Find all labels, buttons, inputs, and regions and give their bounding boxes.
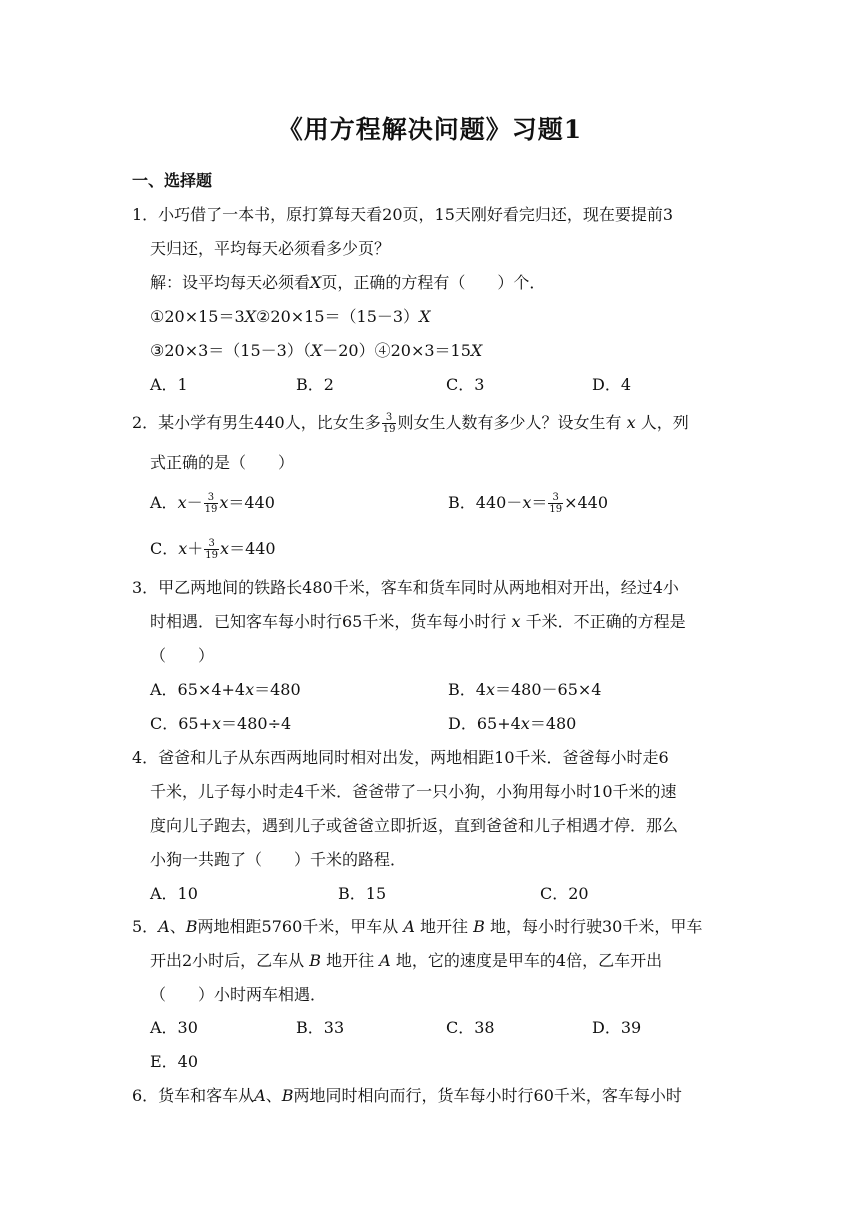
q2-option-c[interactable]: C．x＋ $\frac{3}{19}$ x＝440 (150, 538, 276, 561)
q3-option-a[interactable]: A．65×4+4x＝480 (150, 680, 301, 699)
q1-equations-1: ①20×15＝3X②20×15＝（15－3）X (150, 307, 431, 326)
q4-line-4: 小狗一共跑了（ ）千米的路程． (150, 850, 407, 869)
q1-line-1: 1．小巧借了一本书，原打算每天看20页，15天刚好看完归还，现在要提前3 (132, 205, 674, 224)
q4-option-c[interactable]: C．20 (540, 884, 589, 903)
q3-option-b[interactable]: B．4x＝480－65×4 (448, 680, 602, 699)
q1-line-3: 解：设平均每天必须看X页，正确的方程有（ ）个． (150, 273, 546, 292)
q5-option-d[interactable]: D．39 (592, 1018, 642, 1037)
q4-line-3: 度向儿子跑去，遇到儿子或爸爸立即折返，直到爸爸和儿子相遇才停．那么 (150, 816, 679, 835)
q1-option-a[interactable]: A．1 (150, 375, 188, 394)
q5-option-c[interactable]: C．38 (446, 1018, 495, 1037)
q2-option-b[interactable]: B．440－x＝ $\frac{3}{19}$ ×440 (448, 492, 609, 515)
q3-line-3: （ ） (150, 646, 215, 665)
q3-option-d[interactable]: D．65+4x＝480 (448, 714, 577, 733)
q4-option-b[interactable]: B．15 (338, 884, 387, 903)
q1-option-c[interactable]: C．3 (446, 375, 485, 394)
q5-line-2: 开出2小时后，乙车从 B 地开往 A 地，它的速度是甲车的4倍，乙车开出 (150, 951, 663, 970)
q2-line-1: 2．某小学有男生440人，比女生多 $\frac{3}{19}$ 则女生人数有多少人？设女生有 x 人，列 (132, 412, 689, 435)
section-heading: 一、选择题 (132, 171, 213, 190)
q1-option-d[interactable]: D．4 (592, 375, 632, 394)
q1-equations-2: ③20×3＝（15－3）（X－20）④20×3＝15X (150, 341, 483, 360)
q5-option-b[interactable]: B．33 (296, 1018, 345, 1037)
page-title: 《用方程解决问题》习题1 (277, 115, 583, 144)
q5-option-e[interactable]: E．40 (150, 1052, 199, 1071)
q3-line-2: 时相遇．已知客车每小时行65千米，货车每小时行 x 千米．不正确的方程是 (150, 612, 686, 631)
q6-line-1: 6．货车和客车从A、B两地同时相向而行，货车每小时行60千米，客车每小时 (132, 1086, 682, 1105)
q5-option-a[interactable]: A．30 (150, 1018, 198, 1037)
q3-line-1: 3．甲乙两地间的铁路长480千米，客车和货车同时从两地相对开出，经过4小 (132, 578, 679, 597)
q4-option-a[interactable]: A．10 (150, 884, 198, 903)
fraction: $\frac{3}{19}$ (382, 412, 396, 435)
q2-line-2: 式正确的是（ ） (150, 453, 295, 472)
q2-option-a[interactable]: A．x－ $\frac{3}{19}$ x＝440 (150, 492, 275, 515)
q5-line-3: （ ）小时两车相遇． (150, 985, 327, 1004)
q4-line-1: 4．爸爸和儿子从东西两地同时相对出发，两地相距10千米．爸爸每小时走6 (132, 748, 669, 767)
q3-option-c[interactable]: C．65+x＝480÷4 (150, 714, 292, 733)
variable-x: X (310, 273, 322, 292)
q1-option-b[interactable]: B．2 (296, 375, 334, 394)
q5-line-1: 5．A、B两地相距5760千米，甲车从 A 地开往 B 地，每小时行驶30千米，甲车 (132, 917, 703, 936)
q1-line-2: 天归还，平均每天必须看多少页？ (150, 239, 391, 258)
q4-line-2: 千米，儿子每小时走4千米．爸爸带了一只小狗，小狗用每小时10千米的速 (150, 782, 677, 801)
